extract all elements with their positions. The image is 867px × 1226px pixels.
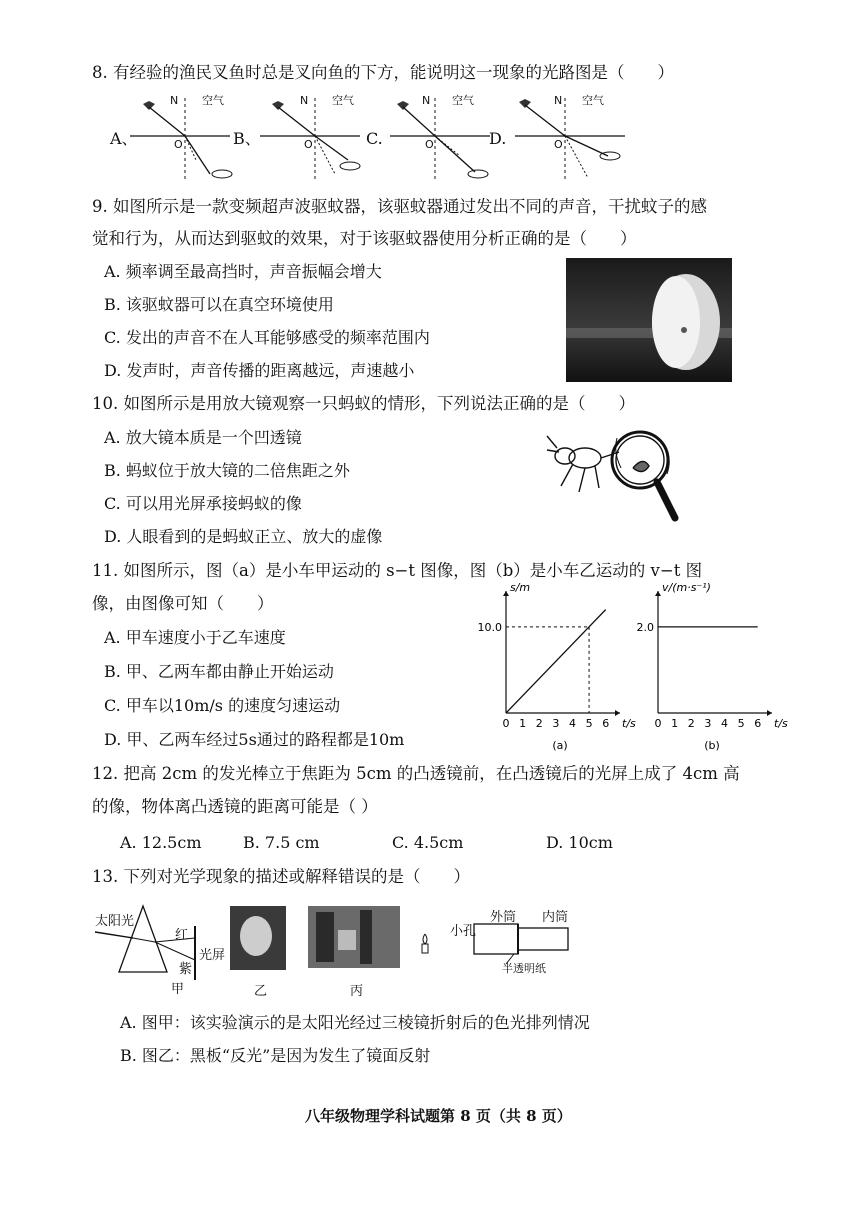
chart-b-caption: (b) — [704, 739, 720, 752]
q8-option-b: B、 — [233, 129, 261, 148]
q13-figure-pinhole-camera — [450, 902, 580, 974]
q10-option-a: A. 放大镜本质是一个凹透镜 — [104, 428, 302, 447]
chart-a-x-tick-label: 3 — [552, 717, 560, 730]
chart-a-y-axis-label: s/m — [510, 581, 531, 594]
chart-b-vt-graph — [620, 581, 788, 752]
chart-a-y-arrow — [503, 591, 509, 596]
label-jia: 甲 — [171, 982, 185, 997]
q11-stem-line2: 像，由图像可知（ ） — [92, 594, 274, 613]
svg-text:空气: 空气 — [582, 94, 604, 107]
label-bing: 丙 — [350, 984, 364, 999]
svg-text:空气: 空气 — [452, 94, 474, 107]
q8-diagram-c — [390, 93, 490, 182]
svg-text:N: N — [300, 94, 309, 107]
q12-option-c: C. 4.5cm — [392, 833, 464, 852]
chart-a-caption: (a) — [552, 739, 568, 752]
q10-stem: 10. 如图所示是用放大镜观察一只蚂蚁的情形，下列说法正确的是（ ） — [92, 394, 635, 413]
svg-text:O: O — [554, 138, 563, 151]
chart-a-series-line — [506, 610, 606, 713]
q9-option-a: A. 频率调至最高挡时，声音振幅会增大 — [104, 262, 382, 281]
svg-text:空气: 空气 — [332, 94, 354, 107]
q8-diagram-a — [130, 93, 232, 182]
q9-option-d: D. 发声时，声音传播的距离越远，声速越小 — [104, 361, 415, 380]
q11-stem-line1: 11. 如图所示，图（a）是小车甲运动的 s−t 图像，图（b）是小车乙运动的 v−t 图 — [92, 561, 703, 580]
q11-option-d: D. 甲、乙两车经过5s通过的路程都是10m — [104, 730, 405, 749]
chart-b-y-arrow — [655, 591, 661, 596]
q13-figure-jia-prism — [95, 898, 226, 997]
chart-a-x-tick-label: 2 — [535, 717, 543, 730]
svg-text:空气: 空气 — [202, 94, 224, 107]
chart-b-x-tick-label: 6 — [754, 717, 762, 730]
q11-option-a: A. 甲车速度小于乙车速度 — [104, 628, 286, 647]
chart-b-x-arrow — [767, 710, 772, 716]
mosquito-repeller-photo — [566, 258, 732, 382]
q10-option-b: B. 蚂蚁位于放大镜的二倍焦距之外 — [104, 461, 350, 480]
q8-option-d: D. — [489, 129, 507, 148]
q11-option-b: B. 甲、乙两车都由静止开始运动 — [104, 662, 334, 681]
label-red: 红 — [175, 928, 189, 943]
q12-option-b: B. 7.5 cm — [243, 833, 320, 852]
q9-stem-line2: 觉和行为，从而达到驱蚊的效果，对于该驱蚊器使用分析正确的是（ ） — [92, 229, 637, 248]
q8-option-c: C. — [366, 129, 383, 148]
q9-option-b: B. 该驱蚊器可以在真空环境使用 — [104, 295, 334, 314]
chart-b-x-tick-label: 3 — [704, 717, 712, 730]
chart-a-x-axis-label: t/s — [622, 717, 636, 730]
chart-a-x-tick-label: 4 — [568, 717, 576, 730]
q13-figure-bing-photo — [308, 906, 400, 968]
chart-b-x-axis-label: t/s — [774, 717, 788, 730]
q13-figure-yi-photo — [230, 906, 286, 970]
q8-diagram-d — [515, 93, 625, 182]
chart-a-x-tick-label: 0 — [502, 717, 510, 730]
chart-b-x-tick-label: 0 — [654, 717, 662, 730]
chart-b-y-axis-label: v/(m·s⁻¹) — [662, 581, 711, 594]
q13-option-a: A. 图甲：该实验演示的是太阳光经过三棱镜折射后的色光排列情况 — [120, 1013, 590, 1032]
q12-option-d: D. 10cm — [546, 833, 613, 852]
label-sunlight: 太阳光 — [95, 914, 135, 929]
svg-text:O: O — [304, 138, 313, 151]
q11-option-c: C. 甲车以10m/s 的速度匀速运动 — [104, 696, 341, 715]
q9-stem-line1: 9. 如图所示是一款变频超声波驱蚊器，该驱蚊器通过发出不同的声音，干扰蚊子的感 — [92, 197, 707, 216]
label-translucent-paper: 半透明纸 — [502, 962, 546, 975]
q10-option-d: D. 人眼看到的是蚂蚁正立、放大的虚像 — [104, 527, 383, 546]
label-hole: 小孔 — [450, 924, 477, 939]
ant-magnifier-illustration — [545, 418, 690, 538]
q9-option-c: C. 发出的声音不在人耳能够感受的频率范围内 — [104, 328, 430, 347]
q12-stem-line1: 12. 把高 2cm 的发光棒立于焦距为 5cm 的凸透镜前，在凸透镜后的光屏上成了 4cm 高 — [92, 764, 740, 783]
q8-diagram-b — [260, 93, 360, 182]
q12-option-a: A. 12.5cm — [120, 833, 202, 852]
svg-text:N: N — [170, 94, 179, 107]
q8-stem: 8. 有经验的渔民叉鱼时总是叉向鱼的下方，能说明这一现象的光路图是（ ） — [92, 63, 674, 82]
chart-a-st-graph — [470, 581, 636, 752]
svg-text:N: N — [554, 94, 563, 107]
chart-b-x-tick-label: 2 — [687, 717, 695, 730]
label-outer-tube: 外筒 — [490, 910, 517, 925]
q8-option-a: A、 — [110, 129, 138, 148]
svg-text:O: O — [174, 138, 183, 151]
svg-text:N: N — [422, 94, 431, 107]
chart-a-y-tick-label: 10.0 — [477, 620, 502, 634]
chart-b-y-tick-label: 2.0 — [636, 620, 654, 634]
chart-a-x-tick-label: 5 — [585, 717, 593, 730]
chart-b-container — [620, 581, 788, 752]
candle-icon — [418, 932, 432, 954]
chart-b-x-tick-label: 4 — [720, 717, 728, 730]
label-inner-tube: 内筒 — [542, 910, 569, 925]
q13-stem: 13. 下列对光学现象的描述或解释错误的是（ ） — [92, 867, 470, 886]
chart-a-x-tick-label: 1 — [519, 717, 527, 730]
label-yi: 乙 — [254, 984, 268, 999]
q10-option-c: C. 可以用光屏承接蚂蚁的像 — [104, 494, 302, 513]
q12-stem-line2: 的像，物体离凸透镜的距离可能是（ ） — [92, 797, 378, 816]
label-violet: 紫 — [179, 962, 193, 977]
page-footer: 八年级物理学科试题第 8 页（共 8 页） — [305, 1107, 572, 1125]
chart-a-x-tick-label: 6 — [602, 717, 610, 730]
chart-b-x-tick-label: 5 — [737, 717, 745, 730]
label-screen: 光屏 — [199, 948, 226, 963]
q13-option-b: B. 图乙：黑板“反光”是因为发生了镜面反射 — [120, 1046, 431, 1065]
chart-b-x-tick-label: 1 — [671, 717, 679, 730]
chart-a-container — [470, 581, 636, 752]
svg-text:O: O — [425, 138, 434, 151]
